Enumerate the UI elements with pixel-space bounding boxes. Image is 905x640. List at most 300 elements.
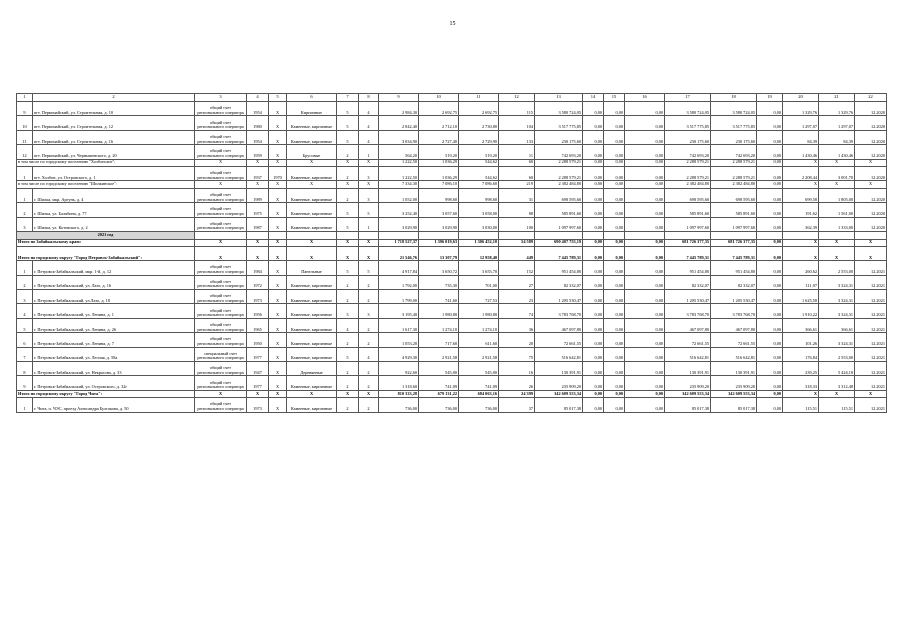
table-cell: X <box>337 246 359 260</box>
table-cell: 12.2021 <box>855 290 887 304</box>
table-cell: 2 842,40 <box>379 116 419 130</box>
table-cell: X <box>247 159 269 166</box>
table-cell: 2 288 579,21 <box>711 166 757 180</box>
table-cell: 0,00 <box>757 145 783 159</box>
table-cell: общий счет регионального оператора <box>195 398 247 412</box>
table-row <box>17 347 887 361</box>
table-cell: 2 <box>337 290 359 304</box>
column-number-cell: 11 <box>459 94 499 102</box>
table-cell: 0,00 <box>604 390 625 397</box>
table-cell: 3 650,72 <box>419 261 459 275</box>
table-cell: 681 726 377,35 <box>665 239 711 246</box>
table-row <box>17 116 887 130</box>
table-cell: г. Чита, п. ЧЭС, проезд Александра Булгакова, д. 50 <box>33 398 195 412</box>
table-cell: 0,00 <box>583 130 604 144</box>
table-cell: 3 517 775,85 <box>711 116 757 130</box>
table-cell: 4 929,30 <box>379 347 419 361</box>
table-cell: 545,00 <box>459 362 499 376</box>
table-cell: 998,60 <box>419 188 459 202</box>
table-cell: 2 288 579,21 <box>535 159 583 166</box>
table-cell: 1970 <box>269 166 287 180</box>
table-cell: 3 312,48 <box>819 376 855 390</box>
column-number-cell: 9 <box>379 94 419 102</box>
table-cell: 235 909,20 <box>711 376 757 390</box>
table-cell: 11 <box>499 145 535 159</box>
total-label: в том числе по городскому поселению "Холбонское": <box>17 159 195 166</box>
table-cell: 0,00 <box>757 376 783 390</box>
table-cell: 2 692,75 <box>419 102 459 116</box>
table-body <box>17 94 887 413</box>
table-cell: 3 058,00 <box>459 203 499 217</box>
table-cell: Каменные, кирпичные <box>287 333 337 347</box>
table-row <box>17 290 887 304</box>
empty-cell <box>337 231 359 239</box>
table-cell: Каменные, кирпичные <box>287 166 337 180</box>
table-cell: 0,00 <box>757 333 783 347</box>
table-cell: X <box>269 159 287 166</box>
table-cell: 0,00 <box>583 318 604 332</box>
table-cell: X <box>269 239 287 246</box>
table-cell: г. Шилка, мкр. Аргунь, д. 4 <box>33 188 195 202</box>
table-cell: общий счет регионального оператора <box>195 116 247 130</box>
empty-cell <box>625 231 665 239</box>
table-cell: общий счет регионального оператора <box>195 261 247 275</box>
table-cell: 5 <box>17 318 33 332</box>
table-cell: 7 086,60 <box>459 181 499 188</box>
empty-cell <box>247 231 269 239</box>
table-cell: общий счет регионального оператора <box>195 304 247 318</box>
table-cell: 0,00 <box>604 181 625 188</box>
column-number-row <box>17 94 887 102</box>
table-cell: 24 399 <box>499 390 535 397</box>
table-cell: 318,33 <box>783 376 819 390</box>
table-cell: 1 097 997,60 <box>535 217 583 231</box>
table-cell: общий счет регионального оператора <box>195 333 247 347</box>
table-cell: 698 595,60 <box>535 188 583 202</box>
table-cell: 1977 <box>247 347 269 361</box>
table-cell: 1 625,58 <box>783 290 819 304</box>
column-number-cell: 2 <box>33 94 195 102</box>
table-row <box>17 188 887 202</box>
table-cell: X <box>269 217 287 231</box>
table-cell: 12.2020 <box>855 145 887 159</box>
table-cell: 0,00 <box>625 188 665 202</box>
table-cell: 11 <box>17 130 33 144</box>
table-cell: 2 382 484,80 <box>535 181 583 188</box>
table-cell: общий счет регионального оператора <box>195 376 247 390</box>
table-cell: 0,00 <box>757 304 783 318</box>
table-cell: 2 288 579,21 <box>665 166 711 180</box>
table-cell: 115,51 <box>819 398 855 412</box>
table-cell: 0,00 <box>604 304 625 318</box>
table-cell: 3 <box>337 304 359 318</box>
table-cell: 0,00 <box>583 166 604 180</box>
table-cell: 72 661,55 <box>535 333 583 347</box>
column-number-cell: 20 <box>783 94 819 102</box>
table-cell: 3 034,90 <box>379 130 419 144</box>
table-cell: 0,00 <box>604 398 625 412</box>
table-cell: 3 324,31 <box>819 304 855 318</box>
table-cell: 12.2021 <box>855 376 887 390</box>
table-cell: 1 333,00 <box>819 217 855 231</box>
table-cell: общий счет регионального оператора <box>195 217 247 231</box>
column-number-cell: 13 <box>535 94 583 102</box>
table-cell: 742 693,20 <box>711 145 757 159</box>
table-cell: 5 <box>337 261 359 275</box>
table-cell: г. Петровск-Забайкальский, ул. Ленина, д. 7 <box>33 333 195 347</box>
table-cell: X <box>359 181 379 188</box>
table-cell: 741,09 <box>459 376 499 390</box>
table-cell: 810 333,28 <box>379 390 419 397</box>
table-cell: 3 <box>17 290 33 304</box>
total-label: в том числе по городскому поселению "Шилкинское": <box>17 181 195 188</box>
table-cell: 0,00 <box>604 246 625 260</box>
table-cell: X <box>247 239 269 246</box>
table-cell: 0,00 <box>757 203 783 217</box>
table-cell: 1 274,10 <box>419 318 459 332</box>
table-row <box>17 398 887 412</box>
table-cell: 1989 <box>247 188 269 202</box>
table-cell: 0,00 <box>604 116 625 130</box>
table-cell: 0,00 <box>757 102 783 116</box>
table-cell: 0,00 <box>583 376 604 390</box>
table-cell: 1 036,29 <box>419 159 459 166</box>
table-cell: X <box>819 239 855 246</box>
table-cell: 681 726 377,35 <box>711 239 757 246</box>
table-cell: общий счет регионального оператора <box>195 203 247 217</box>
table-cell: 1959 <box>247 145 269 159</box>
table-cell: г. Петровск-Забайкальский, ул. Ленина, д. 26 <box>33 318 195 332</box>
table-cell: 0,00 <box>625 130 665 144</box>
table-cell: 698 595,60 <box>665 188 711 202</box>
table-cell: 742 693,20 <box>665 145 711 159</box>
table-cell: 2 288 579,21 <box>665 159 711 166</box>
table-cell: 736,00 <box>459 398 499 412</box>
table-cell: 3 580 724,05 <box>665 102 711 116</box>
table-cell: г. Петровск-Забайкальский, ул. Некрасова, д. 33 <box>33 362 195 376</box>
table-cell: 1 <box>17 261 33 275</box>
table-cell: 1 097 997,60 <box>711 217 757 231</box>
column-number-cell: 14 <box>583 94 604 102</box>
table-cell: г. Петровск-Забайкальский, ул. Островского, д. 32г <box>33 376 195 390</box>
table-cell: 0,00 <box>604 145 625 159</box>
table-cell: 699,58 <box>783 188 819 202</box>
table-cell: 0,00 <box>757 239 783 246</box>
table-cell: 16 <box>499 362 535 376</box>
table-cell: 3 655,70 <box>459 261 499 275</box>
table-cell: Каменные, кирпичные <box>287 130 337 144</box>
table-cell: 4 <box>359 130 379 144</box>
empty-cell <box>819 231 855 239</box>
table-cell: 54 589 <box>499 239 535 246</box>
table-cell: X <box>855 390 887 397</box>
table-cell: X <box>359 159 379 166</box>
table-row <box>17 333 887 347</box>
table-cell: 12.2020 <box>855 116 887 130</box>
table-cell: X <box>269 390 287 397</box>
total-label: Итого по Забайкальскому краю: <box>17 239 195 246</box>
table-cell: 735,30 <box>419 275 459 289</box>
table-cell: 516 642,81 <box>711 347 757 361</box>
table-cell: X <box>819 159 855 166</box>
subtotal-row <box>17 159 887 166</box>
table-cell: 1 430,46 <box>783 145 819 159</box>
table-cell: 0,00 <box>757 130 783 144</box>
table-cell: 585 891,60 <box>711 203 757 217</box>
table-cell: 2 <box>337 333 359 347</box>
table-cell: Каменные, кирпичные <box>287 188 337 202</box>
year-row <box>17 231 887 239</box>
table-cell: 4 <box>359 116 379 130</box>
table-cell: Панельные <box>287 261 337 275</box>
table-cell: 82 332,07 <box>711 275 757 289</box>
column-number-cell: 19 <box>757 94 783 102</box>
table-cell: 0,00 <box>604 203 625 217</box>
table-cell: 5 <box>359 203 379 217</box>
table-cell: 467 097,80 <box>665 318 711 332</box>
table-cell: X <box>269 376 287 390</box>
table-cell: 7 <box>17 347 33 361</box>
table-cell: 1984 <box>247 261 269 275</box>
table-cell: 1 805,00 <box>819 188 855 202</box>
table-cell: 0,00 <box>757 390 783 397</box>
table-cell: 235 909,20 <box>665 376 711 390</box>
empty-cell <box>711 231 757 239</box>
table-cell: 7 445 789,31 <box>665 246 711 260</box>
table-row <box>17 145 887 159</box>
table-cell: X <box>269 261 287 275</box>
table-cell: 20 <box>499 333 535 347</box>
table-cell: 679 131,22 <box>419 390 459 397</box>
table-cell: 0,00 <box>625 398 665 412</box>
table-cell: 1 205 530,47 <box>665 290 711 304</box>
table-cell: 9 <box>17 102 33 116</box>
table-cell: X <box>269 246 287 260</box>
table-cell: 3 057,60 <box>419 203 459 217</box>
table-cell: 0,00 <box>583 398 604 412</box>
table-cell: 88 <box>499 203 535 217</box>
table-cell: пгт. Первомайский, ул. Строительная, д. 16 <box>33 130 195 144</box>
table-cell: 564,20 <box>379 145 419 159</box>
table-cell: 12.2021 <box>855 318 887 332</box>
table-cell: X <box>269 130 287 144</box>
table-cell: X <box>269 304 287 318</box>
table-cell: 0,00 <box>757 217 783 231</box>
table-cell: 3 517 775,85 <box>665 116 711 130</box>
column-number-cell: 18 <box>711 94 757 102</box>
table-cell: 12.2021 <box>855 333 887 347</box>
table-cell: 2 <box>359 376 379 390</box>
table-cell: 467 097,80 <box>535 318 583 332</box>
table-cell: общий счет регионального оператора <box>195 166 247 180</box>
table-cell: X <box>337 239 359 246</box>
table-cell: 0,00 <box>583 102 604 116</box>
table-cell: X <box>819 181 855 188</box>
table-cell: общий счет регионального оператора <box>195 102 247 116</box>
table-cell: 0,00 <box>604 261 625 275</box>
table-cell: 1 <box>17 166 33 180</box>
table-cell: X <box>269 333 287 347</box>
table-cell: 12.2020 <box>855 188 887 202</box>
table-cell: 3 <box>359 304 379 318</box>
table-cell: 130 391,91 <box>535 362 583 376</box>
table-cell: X <box>269 275 287 289</box>
table-cell: 1 274,10 <box>459 318 499 332</box>
table-cell: 2 553,00 <box>819 347 855 361</box>
total-row <box>17 246 887 260</box>
table-cell: 741,09 <box>419 376 459 390</box>
table-cell: пгт. Первомайский, ул. Строительная, д. 12 <box>33 116 195 130</box>
table-cell: 3 029,90 <box>419 217 459 231</box>
table-cell: 0,00 <box>583 246 604 260</box>
table-cell: специальный счет регионального оператора <box>195 347 247 361</box>
table-cell: X <box>359 390 379 397</box>
table-cell: 2 <box>337 275 359 289</box>
table-cell: 2 288 579,21 <box>711 159 757 166</box>
column-number-cell: 15 <box>604 94 625 102</box>
table-cell: 0,00 <box>604 275 625 289</box>
table-cell: 36 <box>499 318 535 332</box>
table-cell: 0,00 <box>583 116 604 130</box>
table-cell: 12.2021 <box>855 362 887 376</box>
total-label: Итого по городскому округу "Город Чита": <box>17 390 195 397</box>
column-number-cell: 17 <box>665 94 711 102</box>
table-cell: 26 <box>499 376 535 390</box>
table-cell: X <box>269 102 287 116</box>
table-cell: 0,00 <box>604 102 625 116</box>
table-cell: 1 222,50 <box>379 166 419 180</box>
table-cell: 0,00 <box>583 333 604 347</box>
table-cell: 1 053,20 <box>379 333 419 347</box>
table-cell: 0,00 <box>583 145 604 159</box>
table-cell: 3 <box>359 166 379 180</box>
table-cell: 0,00 <box>757 290 783 304</box>
table-cell: X <box>269 398 287 412</box>
table-cell: 0,00 <box>757 362 783 376</box>
table-cell: 84,39 <box>783 130 819 144</box>
table-cell: 1 910,22 <box>783 304 819 318</box>
table-cell: 130 391,91 <box>665 362 711 376</box>
table-cell: 544,62 <box>459 159 499 166</box>
table-cell: 2 984,30 <box>379 102 419 116</box>
table-cell: 0,00 <box>625 145 665 159</box>
table-cell: 0,00 <box>757 347 783 361</box>
table-cell: 951 454,80 <box>711 261 757 275</box>
table-cell: 342 609 553,34 <box>665 390 711 397</box>
table-cell: 0,00 <box>625 181 665 188</box>
table-cell: 0,00 <box>583 159 604 166</box>
column-number-cell: 3 <box>195 94 247 102</box>
table-cell: 519,20 <box>459 145 499 159</box>
table-row <box>17 102 887 116</box>
table-cell: 544,62 <box>459 166 499 180</box>
table-cell: 5 <box>337 116 359 130</box>
table-cell: 60 <box>499 166 535 180</box>
table-cell: 3 517 775,85 <box>535 116 583 130</box>
table-row <box>17 318 887 332</box>
table-cell: 0,00 <box>625 333 665 347</box>
table-row <box>17 261 887 275</box>
table-cell: X <box>855 239 887 246</box>
table-cell: 0,00 <box>625 239 665 246</box>
table-cell: 2 <box>337 166 359 180</box>
table-cell: 0,00 <box>625 203 665 217</box>
table-cell: 2 <box>337 145 359 159</box>
year-label: 2021 год <box>17 231 195 239</box>
table-cell: 951 454,80 <box>535 261 583 275</box>
table-cell: 5 424,18 <box>819 362 855 376</box>
table-cell: 12.2021 <box>855 304 887 318</box>
table-cell: Кирпичные <box>287 102 337 116</box>
empty-cell <box>459 231 499 239</box>
table-cell: 717,60 <box>419 333 459 347</box>
table-row <box>17 275 887 289</box>
table-cell: 2 712,10 <box>419 116 459 130</box>
table-cell: 2 <box>337 376 359 390</box>
table-cell: пгт. Холбон, ул. Островского, д. 1 <box>33 166 195 180</box>
table-cell: 611,60 <box>459 333 499 347</box>
table-cell: 230 175,60 <box>535 130 583 144</box>
table-cell: X <box>195 159 247 166</box>
table-cell: 2 <box>337 188 359 202</box>
table-cell: 1 205 530,47 <box>535 290 583 304</box>
table-cell: 4 <box>17 304 33 318</box>
table-cell: г. Петровск-Забайкальский, ул. Лесная, д. 58а <box>33 347 195 361</box>
table-cell: 0,00 <box>757 398 783 412</box>
table-cell: 12.2021 <box>855 261 887 275</box>
subtotal-row <box>17 181 887 188</box>
table-cell: 3 252,40 <box>379 203 419 217</box>
table-cell: г. Петровск-Забайкальский, ул. Ленина, д. 1 <box>33 304 195 318</box>
table-cell: X <box>269 347 287 361</box>
table-cell: X <box>247 181 269 188</box>
table-cell: 7 086,10 <box>419 181 459 188</box>
table-cell: 104 <box>499 116 535 130</box>
table-cell: X <box>359 239 379 246</box>
table-cell: 0,00 <box>604 362 625 376</box>
table-cell: 1950 <box>247 333 269 347</box>
table-cell: 7 445 789,31 <box>711 246 757 260</box>
table-cell: 12 <box>17 145 33 159</box>
table-cell: 0,00 <box>583 203 604 217</box>
table-cell: X <box>783 181 819 188</box>
table-cell: 72 661,55 <box>711 333 757 347</box>
table-cell: 5 <box>337 203 359 217</box>
table-cell: X <box>337 159 359 166</box>
empty-cell <box>359 231 379 239</box>
column-number-cell: 7 <box>337 94 359 102</box>
table-cell: 5 <box>337 217 359 231</box>
table-cell: 1972 <box>247 275 269 289</box>
table-cell: 4 917,84 <box>379 261 419 275</box>
table-cell: 84,39 <box>819 130 855 144</box>
table-cell: 1 297,07 <box>783 116 819 130</box>
table-cell: 1 052,00 <box>379 188 419 202</box>
table-cell: 0,00 <box>757 275 783 289</box>
table-cell: 2 730,80 <box>459 116 499 130</box>
table-cell: 115,51 <box>783 398 819 412</box>
table-cell: 2 <box>17 275 33 289</box>
table-cell: 10 <box>17 116 33 130</box>
table-cell: г. Шилка, ул. Балябина, д. 77 <box>33 203 195 217</box>
table-cell: X <box>269 318 287 332</box>
table-cell: 191,62 <box>783 203 819 217</box>
column-number-cell: 1 <box>17 94 33 102</box>
table-cell: 0,00 <box>757 166 783 180</box>
table-cell: X <box>855 246 887 260</box>
table-cell: 1 <box>359 145 379 159</box>
table-cell: 519,20 <box>419 145 459 159</box>
